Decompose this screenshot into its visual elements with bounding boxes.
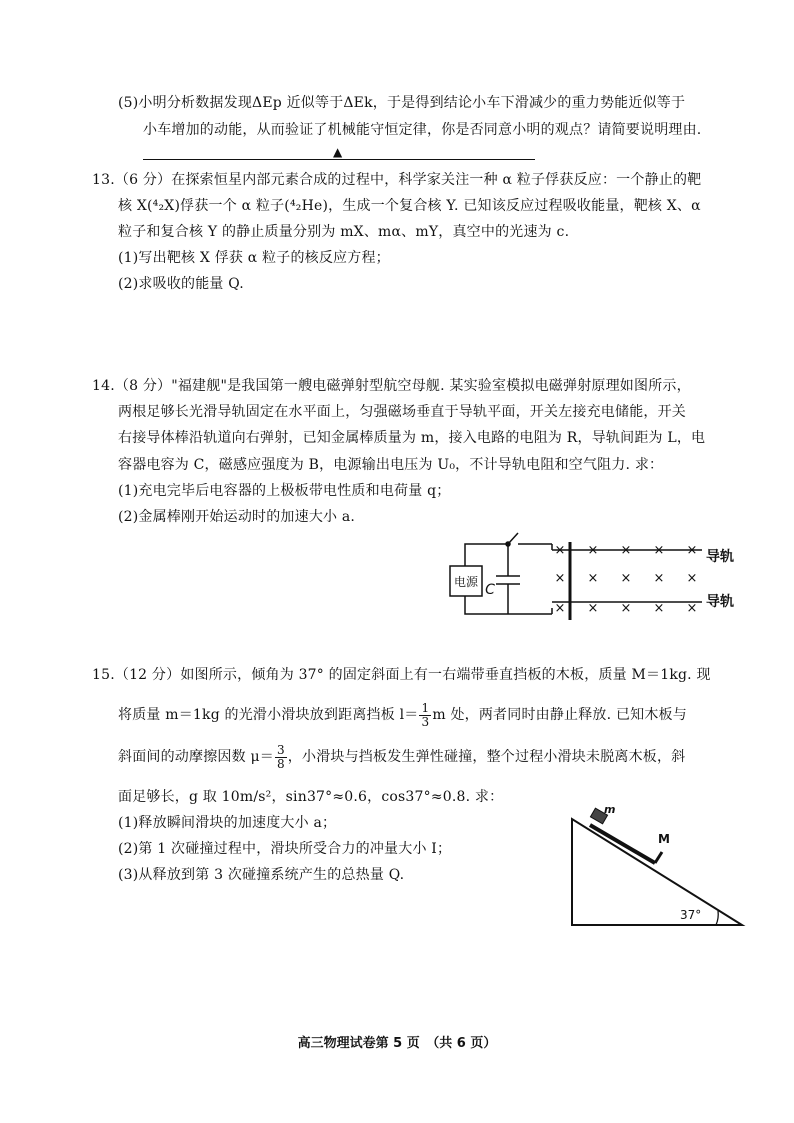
q14-part2: (2)金属棒刚开始运动时的加速大小 a. <box>118 509 356 525</box>
field-x: × <box>653 571 665 586</box>
q13-line2: 核 X(⁴₂X)俘获一个 α 粒子(⁴₂He)，生成一个复合核 Y. 已知该反应过程吸收能量，靶核 X、α <box>118 198 701 214</box>
q15-part3: (3)从释放到第 3 次碰撞系统产生的总热量 Q. <box>118 867 405 883</box>
q15-line3-text-a: 斜面间的动摩擦因数 μ＝ <box>118 749 274 765</box>
q13-line3: 粒子和复合核 Y 的静止质量分别为 mX、mα、mY，真空中的光速为 c. <box>118 224 570 240</box>
power-source-label: 电源 <box>453 575 479 589</box>
q14-line2: 两根足够长光滑导轨固定在水平面上，匀强磁场垂直于导轨平面，开关左接充电储能，开关 <box>118 404 686 420</box>
board-stopper <box>655 852 662 863</box>
field-x: × <box>686 543 698 558</box>
q14-line4: 容器电容为 C，磁感应强度为 B，电源输出电压为 U₀，不计导轨电阻和空气阻力. 求： <box>118 457 664 473</box>
q15-incline-diagram <box>560 805 750 930</box>
wire-left-bottom <box>465 596 490 614</box>
capacitor-label: C <box>485 582 495 598</box>
q15-line2 <box>118 700 687 730</box>
field-x: × <box>620 543 632 558</box>
field-x: × <box>620 571 632 586</box>
field-x: × <box>587 543 599 558</box>
q15-line3 <box>118 742 685 772</box>
q13-part1: (1)写出靶核 X 俘获 α 粒子的核反应方程； <box>118 250 390 266</box>
incline-triangle <box>572 819 742 925</box>
angle-arc <box>716 911 718 925</box>
q13-line1: 13.（6 分）在探索恒星内部元素合成的过程中，科学家关注一种 α 粒子俘获反应：一个静止的靶 <box>92 172 702 188</box>
fraction-denominator: 8 <box>276 756 285 771</box>
magnetic-field-marks <box>555 543 698 616</box>
field-x: × <box>653 601 665 616</box>
q14-part1: (1)充电完毕后电容器的上极板带电性质和电荷量 q； <box>118 483 451 499</box>
q14-circuit-diagram <box>440 530 750 625</box>
answer-divider-line <box>143 159 535 160</box>
q15-line2-text-a: 将质量 m＝1kg 的光滑小滑块放到距离挡板 l＝ <box>118 707 419 723</box>
q15-fraction-mu <box>275 744 287 771</box>
page-footer: 高三物理试卷第 5 页 （共 6 页） <box>297 1036 497 1051</box>
q14-line1: 14.（8 分）"福建舰"是我国第一艘电磁弹射型航空母舰. 某实验室模拟电磁弹射原理如图所示， <box>92 378 691 394</box>
wooden-board <box>590 825 655 863</box>
field-x: × <box>587 571 599 586</box>
rail-label-top: 导轨 <box>706 549 734 565</box>
q15-line1: 15.（12 分）如图所示，倾角为 37° 的固定斜面上有一右端带垂直挡板的木板，质量 M＝1kg. 现 <box>92 667 711 683</box>
slider-mass-label: m <box>604 805 616 816</box>
fraction-numerator: 3 <box>276 742 285 757</box>
q15-line2-text-b: m 处，两者同时由静止释放. 已知木板与 <box>432 707 687 723</box>
q14-line3: 右接导体棒沿轨道向右弹射，已知金属棒质量为 m，接入电路的电阻为 R，导轨间距为 L，电 <box>118 430 706 446</box>
q15-fraction-l <box>419 702 431 729</box>
field-x: × <box>554 601 566 616</box>
field-x: × <box>686 571 698 586</box>
q12-part5-line1: (5)小明分析数据发现ΔEp 近似等于ΔEk，于是得到结论小车下滑减少的重力势能近似等于 <box>118 95 686 111</box>
fraction-denominator: 3 <box>421 714 430 729</box>
answer-area-marker: ▲ <box>333 145 343 159</box>
q15-part2: (2)第 1 次碰撞过程中，滑块所受合力的冲量大小 I； <box>118 841 452 857</box>
q12-part5-line2: 小车增加的动能，从而验证了机械能守恒定律，你是否同意小明的观点？请简要说明理由. <box>143 122 702 138</box>
fraction-numerator: 1 <box>421 700 430 715</box>
q15-part1: (1)释放瞬间滑块的加速度大小 a； <box>118 815 337 831</box>
board-mass-label: M <box>658 832 670 846</box>
field-x: × <box>686 601 698 616</box>
field-x: × <box>587 601 599 616</box>
angle-label: 37° <box>680 908 702 922</box>
rail-label-bottom: 导轨 <box>706 594 734 610</box>
field-x: × <box>653 543 665 558</box>
wire-left-top <box>465 544 490 566</box>
field-x: × <box>620 601 632 616</box>
q15-line3-text-b: ，小滑块与挡板发生弹性碰撞，整个过程小滑块未脱离木板，斜 <box>287 749 686 765</box>
q13-part2: (2)求吸收的能量 Q. <box>118 276 244 292</box>
field-x: × <box>554 543 566 558</box>
field-x: × <box>554 571 566 586</box>
q15-line4: 面足够长，g 取 10m/s²，sin37°≈0.6，cos37°≈0.8. 求： <box>118 789 504 805</box>
